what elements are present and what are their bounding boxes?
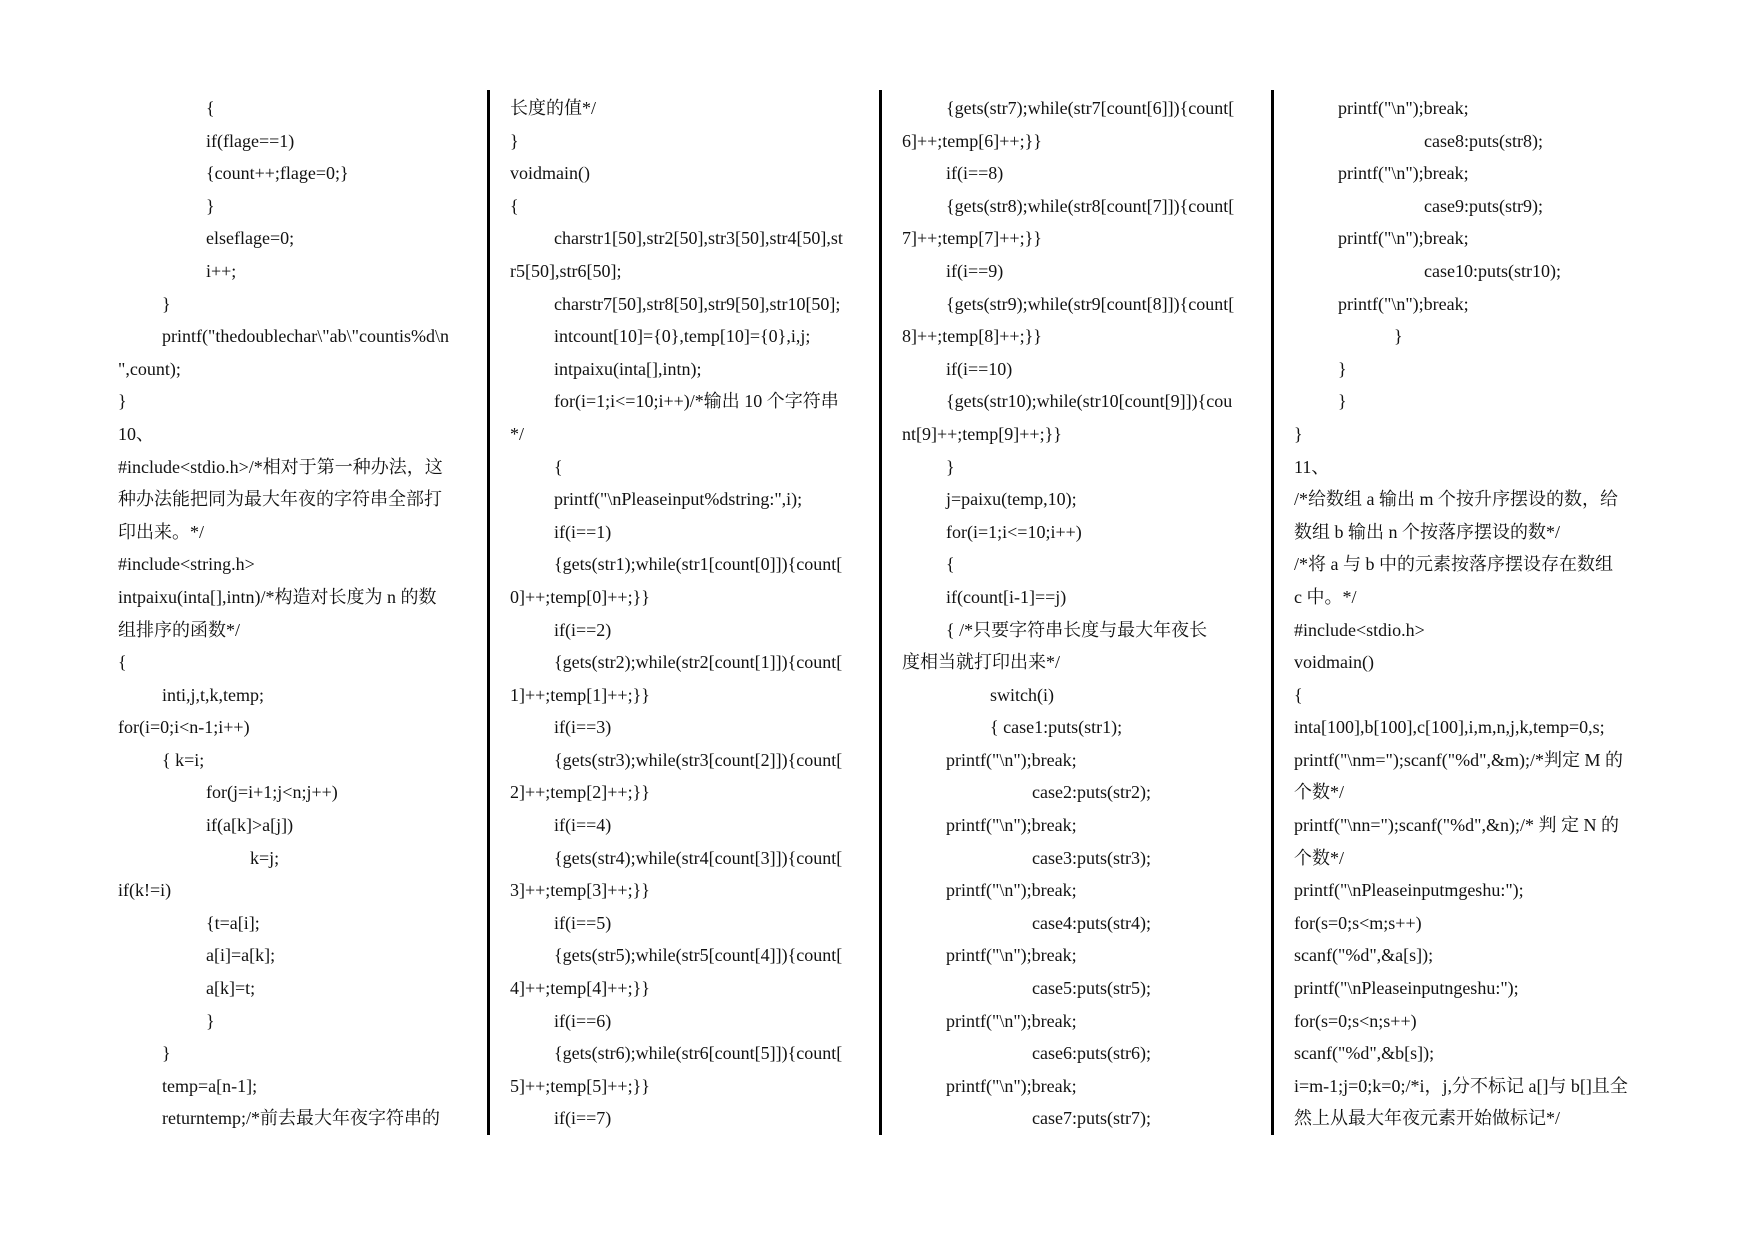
code-line: if(i==1) xyxy=(554,521,612,542)
code-line: 5]++;temp[5]++;}} xyxy=(510,1075,650,1096)
code-line: c 中。*/ xyxy=(1294,586,1357,607)
code-line: voidmain() xyxy=(510,163,590,184)
code-line: a[k]=t; xyxy=(206,978,256,999)
code-line: case10:puts(str10); xyxy=(1424,260,1561,281)
code-line: returntemp;/*前去最大年夜字符串的 xyxy=(162,1108,440,1129)
code-line: printf("\n");break; xyxy=(946,749,1077,770)
code-line: intpaixu(inta[],intn); xyxy=(554,358,702,379)
code-line: { xyxy=(554,456,563,477)
code-line: r5[50],str6[50]; xyxy=(510,260,622,281)
code-line: printf("\n");break; xyxy=(1338,98,1469,118)
code-line: case8:puts(str8); xyxy=(1424,130,1543,151)
code-line: } xyxy=(162,293,171,314)
code-line: } xyxy=(118,391,127,412)
code-line: for(i=1;i<=10;i++)/*输出 10 个字符串 xyxy=(554,391,839,412)
code-line: 6]++;temp[6]++;}} xyxy=(902,130,1042,151)
code-line: case5:puts(str5); xyxy=(1032,978,1151,999)
code-line: printf("\n");break; xyxy=(1338,228,1469,249)
code-line: printf("\nn=");scanf("%d",&n);/* 判 定 N 的 xyxy=(1294,815,1619,836)
code-line: } xyxy=(946,456,955,477)
code-line: inta[100],b[100],c[100],i,m,n,j,k,temp=0,s; xyxy=(1294,717,1605,738)
code-line: { case1:puts(str1); xyxy=(990,717,1123,738)
code-line: 组排序的函数*/ xyxy=(118,619,241,640)
code-line: if(i==6) xyxy=(554,1010,612,1031)
code-line: if(i==9) xyxy=(946,260,1004,281)
code-line: case7:puts(str7); xyxy=(1032,1108,1151,1129)
code-line: printf("\n");break; xyxy=(946,945,1077,966)
code-line: 2]++;temp[2]++;}} xyxy=(510,782,650,803)
code-line: } xyxy=(1294,423,1303,444)
code-line: case4:puts(str4); xyxy=(1032,912,1151,933)
code-line: 度相当就打印出来*/ xyxy=(902,652,1061,673)
code-line: {count++;flage=0;} xyxy=(206,163,349,184)
code-line: { xyxy=(118,652,127,673)
code-line: case3:puts(str3); xyxy=(1032,847,1151,868)
code-line: 数组 b 输出 n 个按落序摆设的数*/ xyxy=(1294,521,1560,542)
code-line: 10、 xyxy=(118,423,154,444)
code-line: if(k!=i) xyxy=(118,880,172,901)
code-line: case6:puts(str6); xyxy=(1032,1043,1151,1064)
code-line: 3]++;temp[3]++;}} xyxy=(510,880,650,901)
code-line: printf("\n");break; xyxy=(946,880,1077,901)
code-line: 7]++;temp[7]++;}} xyxy=(902,228,1042,249)
code-line: 个数*/ xyxy=(1294,782,1345,803)
code-line: {gets(str4);while(str4[count[3]]){count[ xyxy=(554,847,843,868)
code-line: printf("\nPleaseinputmgeshu:"); xyxy=(1294,880,1524,901)
code-line: switch(i) xyxy=(990,684,1054,705)
column-divider-1 xyxy=(487,90,490,1135)
code-line: charstr1[50],str2[50],str3[50],str4[50],st xyxy=(554,228,843,249)
code-line: intcount[10]={0},temp[10]={0},i,j; xyxy=(554,326,811,347)
code-line: for(s=0;s<n;s++) xyxy=(1294,1010,1417,1031)
code-line: #include<stdio.h>/*相对于第一种办法，这 xyxy=(118,456,443,477)
code-line: nt[9]++;temp[9]++;}} xyxy=(902,423,1062,444)
code-line: 0]++;temp[0]++;}} xyxy=(510,586,650,607)
code-line: } xyxy=(206,1010,215,1031)
code-line: if(flage==1) xyxy=(206,130,295,151)
text-column-1 xyxy=(118,92,470,1137)
code-line: if(count[i-1]==j) xyxy=(946,586,1067,607)
code-line: if(i==5) xyxy=(554,912,612,933)
code-line: if(a[k]>a[j]) xyxy=(206,815,294,836)
code-line: k=j; xyxy=(250,847,280,868)
code-line: 长度的值*/ xyxy=(510,98,597,118)
code-line: 个数*/ xyxy=(1294,847,1345,868)
code-line: {gets(str5);while(str5[count[4]]){count[ xyxy=(554,945,843,966)
code-line: } xyxy=(510,130,519,151)
code-line: {gets(str1);while(str1[count[0]]){count[ xyxy=(554,554,843,575)
code-line: if(i==8) xyxy=(946,163,1004,184)
code-line: } xyxy=(162,1043,171,1064)
code-line: */ xyxy=(510,423,525,444)
code-line: ",count); xyxy=(118,358,181,379)
code-line: a[i]=a[k]; xyxy=(206,945,276,966)
code-line: 然上从最大年夜元素开始做标记*/ xyxy=(1294,1108,1560,1129)
code-line: { k=i; xyxy=(162,749,205,770)
code-line: if(i==10) xyxy=(946,358,1013,379)
code-line: scanf("%d",&a[s]); xyxy=(1294,945,1434,966)
code-line: 11、 xyxy=(1294,456,1330,477)
code-line: 1]++;temp[1]++;}} xyxy=(510,684,650,705)
code-line: elseflage=0; xyxy=(206,228,295,249)
code-line: scanf("%d",&b[s]); xyxy=(1294,1043,1435,1064)
text-column-4 xyxy=(1294,92,1646,1137)
code-line: j=paixu(temp,10); xyxy=(946,489,1077,510)
code-line: /*给数组 a 输出 m 个按升序摆设的数，给 xyxy=(1294,489,1618,510)
code-line: { xyxy=(510,195,519,216)
code-line: if(i==2) xyxy=(554,619,612,640)
code-line: } xyxy=(206,195,215,216)
column-divider-3 xyxy=(1271,90,1274,1135)
code-line: } xyxy=(1338,358,1347,379)
code-line: 种办法能把同为最大年夜的字符串全部打 xyxy=(118,489,442,510)
code-line: {gets(str10);while(str10[count[9]]){cou xyxy=(946,391,1233,412)
code-line: intpaixu(inta[],intn)/*构造对长度为 n 的数 xyxy=(118,586,437,607)
code-line: for(i=0;i<n-1;i++) xyxy=(118,717,250,738)
code-line: inti,j,t,k,temp; xyxy=(162,684,264,705)
code-line: #include<string.h> xyxy=(118,554,255,575)
code-line: } xyxy=(1394,326,1403,347)
code-line: {t=a[i]; xyxy=(206,912,260,933)
code-line: i=m-1;j=0;k=0;/*i，j,分不标记 a[]与 b[]且全 xyxy=(1294,1075,1628,1096)
text-column-3 xyxy=(902,92,1254,1137)
code-line: {gets(str6);while(str6[count[5]]){count[ xyxy=(554,1043,843,1064)
code-line: printf("\n");break; xyxy=(946,815,1077,836)
code-line: { /*只要字符串长度与最大年夜长 xyxy=(946,619,1208,640)
code-line: for(s=0;s<m;s++) xyxy=(1294,912,1422,933)
code-line: temp=a[n-1]; xyxy=(162,1075,258,1096)
code-line: { xyxy=(206,98,215,118)
code-line: voidmain() xyxy=(1294,652,1374,673)
code-line: for(i=1;i<=10;i++) xyxy=(946,521,1082,542)
code-line: case2:puts(str2); xyxy=(1032,782,1151,803)
code-line: #include<stdio.h> xyxy=(1294,619,1425,640)
code-line: charstr7[50],str8[50],str9[50],str10[50]; xyxy=(554,293,841,314)
code-line: 印出来。*/ xyxy=(118,521,205,542)
code-line: {gets(str9);while(str9[count[8]]){count[ xyxy=(946,293,1235,314)
column-divider-2 xyxy=(879,90,882,1135)
code-line: printf("\nm=");scanf("%d",&m);/*判定 M 的 xyxy=(1294,749,1623,770)
code-line: {gets(str3);while(str3[count[2]]){count[ xyxy=(554,749,843,770)
code-line: printf("\nPleaseinput%dstring:",i); xyxy=(554,489,803,510)
code-line: printf("\n");break; xyxy=(946,1075,1077,1096)
code-line: 4]++;temp[4]++;}} xyxy=(510,978,650,999)
code-line: printf("\nPleaseinputngeshu:"); xyxy=(1294,978,1519,999)
code-line: 8]++;temp[8]++;}} xyxy=(902,326,1042,347)
code-line: printf("thedoublechar\"ab\"countis%d\n xyxy=(162,326,449,347)
code-line: /*将 a 与 b 中的元素按落序摆设存在数组 xyxy=(1294,554,1613,575)
code-line: { xyxy=(1294,684,1303,705)
text-column-2 xyxy=(510,92,862,1137)
code-line: if(i==3) xyxy=(554,717,612,738)
code-line: {gets(str8);while(str8[count[7]]){count[ xyxy=(946,195,1235,216)
code-line: if(i==4) xyxy=(554,815,612,836)
code-line: case9:puts(str9); xyxy=(1424,195,1543,216)
code-line: } xyxy=(1338,391,1347,412)
code-line: {gets(str2);while(str2[count[1]]){count[ xyxy=(554,652,843,673)
code-line: printf("\n");break; xyxy=(1338,163,1469,184)
code-line: printf("\n");break; xyxy=(1338,293,1469,314)
code-line: printf("\n");break; xyxy=(946,1010,1077,1031)
code-line: { xyxy=(946,554,955,575)
code-line: if(i==7) xyxy=(554,1108,612,1129)
code-line: {gets(str7);while(str7[count[6]]){count[ xyxy=(946,98,1235,118)
code-line: i++; xyxy=(206,260,237,281)
code-line: for(j=i+1;j<n;j++) xyxy=(206,782,338,803)
